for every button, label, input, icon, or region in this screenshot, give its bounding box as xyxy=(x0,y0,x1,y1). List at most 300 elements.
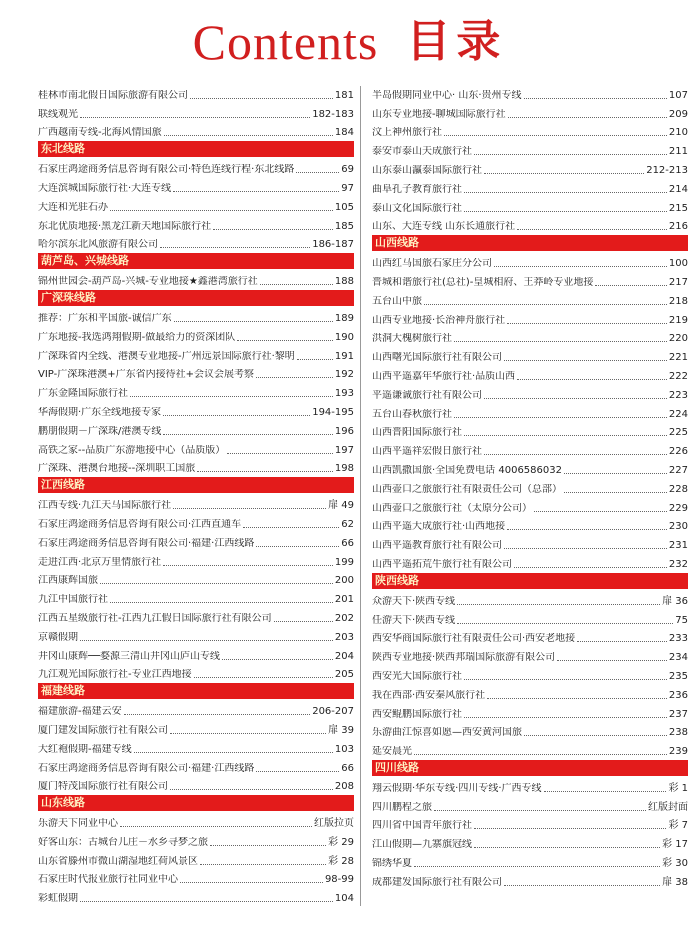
toc-entry[interactable] xyxy=(372,497,688,516)
toc-entry[interactable] xyxy=(38,177,354,196)
entry-page: 66 xyxy=(341,762,354,774)
toc-entry[interactable] xyxy=(38,494,354,513)
entry-page: 197 xyxy=(334,444,354,456)
toc-entry[interactable] xyxy=(38,234,354,253)
dot-leader xyxy=(296,172,339,173)
entry-page: 彩 30 xyxy=(662,858,688,870)
entry-page: 232 xyxy=(668,558,688,570)
toc-entry[interactable] xyxy=(38,850,354,869)
entry-title: 四川鹏程之旅 xyxy=(372,801,432,813)
dot-leader xyxy=(194,677,333,678)
entry-page: 彩 7 xyxy=(668,820,688,832)
toc-entry[interactable] xyxy=(372,216,688,235)
toc-entry[interactable] xyxy=(372,516,688,535)
entry-page: 214 xyxy=(668,183,688,195)
entry-title: 京赣假期 xyxy=(38,631,78,643)
toc-entry[interactable] xyxy=(38,700,354,719)
toc-entry[interactable] xyxy=(372,103,688,122)
page-header xyxy=(0,0,699,84)
toc-entry[interactable] xyxy=(38,401,354,420)
dot-leader xyxy=(80,117,310,118)
dot-leader xyxy=(173,508,326,509)
toc-entry[interactable] xyxy=(372,440,688,459)
toc-entry[interactable] xyxy=(38,103,354,122)
entry-title: 乐游曲江惊喜如愿—西安黄河国旅 xyxy=(372,727,522,739)
entry-title: 山西壶口之旅旅行社（太原分公司） xyxy=(372,502,532,514)
dot-leader xyxy=(243,527,339,528)
dot-leader xyxy=(517,229,667,230)
dot-leader xyxy=(494,266,667,267)
section-header: 东北线路 xyxy=(38,141,354,157)
dot-leader xyxy=(256,546,339,547)
entry-title: 陕西专业地接·陕西邦瑞国际旅游有限公司 xyxy=(372,652,556,664)
toc-entry[interactable] xyxy=(38,270,354,289)
dot-leader xyxy=(464,679,667,680)
dot-leader xyxy=(564,492,667,493)
toc-entry[interactable] xyxy=(372,534,688,553)
entry-title: 山西平遥教育旅行社有限公司 xyxy=(372,540,502,552)
entry-title: 五台山中旅 xyxy=(372,295,422,307)
toc-entry[interactable] xyxy=(372,459,688,478)
entry-page: 230 xyxy=(668,521,688,533)
entry-page: 107 xyxy=(668,89,688,101)
toc-entry[interactable] xyxy=(38,588,354,607)
toc-entry[interactable] xyxy=(372,703,688,722)
section-header: 四川线路 xyxy=(372,760,688,776)
section-header: 山东线路 xyxy=(38,795,354,811)
entry-title: 曲阜孔子教育旅行社 xyxy=(372,183,462,195)
entry-page: 211 xyxy=(668,146,688,158)
toc-entry[interactable] xyxy=(372,852,688,871)
toc-entry[interactable] xyxy=(38,812,354,831)
entry-title: 大连和光驻石办 xyxy=(38,201,108,213)
toc-entry[interactable] xyxy=(372,309,688,328)
entry-title: 福建旅游-福建云安 xyxy=(38,706,122,718)
dot-leader xyxy=(222,659,333,660)
entry-page: 194-195 xyxy=(312,406,354,418)
dot-leader xyxy=(200,864,326,865)
entry-page: 231 xyxy=(668,540,688,552)
entry-page: 66 xyxy=(341,537,354,549)
toc-entry[interactable] xyxy=(372,290,688,309)
toc-entry[interactable] xyxy=(372,403,688,422)
entry-title: 九江中国旅行社 xyxy=(38,594,108,606)
dot-leader xyxy=(444,135,667,136)
dot-leader xyxy=(464,717,667,718)
entry-title: 高铁之家--品质广东游地接中心（品质版） xyxy=(38,444,226,456)
toc-entry[interactable] xyxy=(38,570,354,589)
dot-leader xyxy=(474,828,666,829)
entry-page: 189 xyxy=(334,312,354,324)
entry-title: 江山假期—九寨旗冠线 xyxy=(372,839,472,851)
toc-entry[interactable] xyxy=(38,158,354,177)
dot-leader xyxy=(414,754,667,755)
toc-entry[interactable] xyxy=(38,215,354,234)
dot-leader xyxy=(557,660,667,661)
entry-page: 62 xyxy=(341,518,354,530)
entry-page: 188 xyxy=(334,276,354,288)
entry-page: 190 xyxy=(334,331,354,343)
entry-title: 平遥谦诚旅行社有限公司 xyxy=(372,389,482,401)
toc-entry[interactable] xyxy=(38,869,354,888)
dot-leader xyxy=(110,210,333,211)
entry-title: 石家庄鸿途商务信息咨询有限公司·福建·江西线路 xyxy=(38,537,255,549)
entry-page: 204 xyxy=(334,650,354,662)
dot-leader xyxy=(534,511,667,512)
entry-page: 223 xyxy=(668,389,688,401)
dot-leader xyxy=(100,583,333,584)
dot-leader xyxy=(454,341,667,342)
dot-leader xyxy=(464,211,667,212)
dot-leader xyxy=(213,229,333,230)
entry-title: 延安晨光 xyxy=(372,746,412,758)
toc-entry[interactable] xyxy=(38,382,354,401)
toc-entry[interactable] xyxy=(38,607,354,626)
entry-title: 我在西部·西安秦风旅行社 xyxy=(372,689,486,701)
section-header: 广深珠线路 xyxy=(38,290,354,306)
dot-leader xyxy=(120,826,312,827)
section-header: 江西线路 xyxy=(38,477,354,493)
entry-page: 69 xyxy=(341,164,354,176)
toc-entry[interactable] xyxy=(372,365,688,384)
dot-leader xyxy=(484,398,667,399)
toc-entry[interactable] xyxy=(372,271,688,290)
dot-leader xyxy=(484,173,644,174)
toc-entry[interactable] xyxy=(38,757,354,776)
entry-page: 210 xyxy=(668,127,688,139)
entry-title: 四川省中国青年旅行社 xyxy=(372,820,472,832)
dot-leader xyxy=(457,623,673,624)
entry-title: 山西壶口之旅旅行社有限责任公司（总部） xyxy=(372,483,562,495)
toc-entry[interactable] xyxy=(38,196,354,215)
entry-page: 彩 29 xyxy=(328,836,354,848)
toc-entry[interactable] xyxy=(38,458,354,477)
entry-title: 桂林市南北假日国际旅游有限公司 xyxy=(38,89,188,101)
entry-page: 215 xyxy=(668,202,688,214)
entry-page: 216 xyxy=(668,221,688,233)
toc-entry[interactable] xyxy=(372,553,688,572)
entry-title: 走进江西·北京万里情旅行社 xyxy=(38,556,162,568)
dot-leader xyxy=(237,340,333,341)
dot-leader xyxy=(274,621,333,622)
column-divider xyxy=(360,86,361,906)
toc-entry[interactable] xyxy=(372,740,688,759)
toc-entry[interactable] xyxy=(38,626,354,645)
entry-page: 233 xyxy=(668,633,688,645)
entry-page: 237 xyxy=(668,708,688,720)
dot-leader xyxy=(414,866,660,867)
dot-leader xyxy=(517,379,667,380)
toc-entry[interactable] xyxy=(372,628,688,647)
dot-leader xyxy=(595,285,666,286)
entry-page: 208 xyxy=(334,781,354,793)
toc-entry[interactable] xyxy=(38,645,354,664)
toc-entry[interactable] xyxy=(38,664,354,683)
entry-page: 200 xyxy=(334,575,354,587)
toc-entry[interactable] xyxy=(372,590,688,609)
dot-leader xyxy=(227,453,333,454)
dot-leader xyxy=(210,845,326,846)
entry-page: 100 xyxy=(668,258,688,270)
entry-page: 104 xyxy=(334,893,354,905)
entry-title: 西安华商国际旅行社有限责任公司·西安老地接 xyxy=(372,633,576,645)
entry-page: 186-187 xyxy=(312,239,354,251)
entry-title: 石家庄鸿途商务信息咨询有限公司·福建·江西线路 xyxy=(38,762,255,774)
toc-entry[interactable] xyxy=(372,84,688,103)
entry-title: 洪洞大槐树旅行社 xyxy=(372,333,452,345)
entry-page: 209 xyxy=(668,108,688,120)
toc-entry[interactable] xyxy=(372,140,688,159)
dot-leader xyxy=(457,604,660,605)
entry-page: 75 xyxy=(675,614,688,626)
entry-page: 203 xyxy=(334,631,354,643)
entry-page: 扉 49 xyxy=(328,500,354,512)
dot-leader xyxy=(507,529,667,530)
entry-page: 205 xyxy=(334,669,354,681)
entry-page: 彩 28 xyxy=(328,855,354,867)
dot-leader xyxy=(424,304,667,305)
dot-leader xyxy=(508,117,667,118)
toc-entry[interactable] xyxy=(372,346,688,365)
toc-entry[interactable] xyxy=(38,887,354,906)
entry-page: 扉 36 xyxy=(662,595,688,607)
toc-entry[interactable] xyxy=(38,345,354,364)
entry-page: 228 xyxy=(668,483,688,495)
entry-title: 广东地接-我选鸿翔假期-做最给力的资深团队 xyxy=(38,331,236,343)
entry-title: 泰安市泰山天成旅行社 xyxy=(372,146,472,158)
entry-page: 红版拉页 xyxy=(314,818,354,830)
dot-leader xyxy=(80,640,333,641)
dot-leader xyxy=(124,714,311,715)
dot-leader xyxy=(170,733,326,734)
toc-entry[interactable] xyxy=(372,871,688,890)
dot-leader xyxy=(564,473,667,474)
entry-page: 红版封面 xyxy=(648,801,688,813)
entry-title: 石家庄鸿途商务信息咨询有限公司·江西直通车 xyxy=(38,518,242,530)
toc-entry[interactable] xyxy=(372,665,688,684)
dot-leader xyxy=(484,454,667,455)
entry-page: 221 xyxy=(668,352,688,364)
toc-entry[interactable] xyxy=(372,722,688,741)
entry-title: 山西平遥拓荒牛旅行社有限公司 xyxy=(372,558,512,570)
entry-page: 198 xyxy=(334,463,354,475)
dot-leader xyxy=(507,323,667,324)
entry-page: 182-183 xyxy=(312,108,354,120)
entry-title: VIP-广深珠港澳+广东省内接待社+会议会展考察 xyxy=(38,369,254,381)
section-header: 葫芦岛、兴城线路 xyxy=(38,253,354,269)
entry-title: 成都建发国际旅行社有限公司 xyxy=(372,876,502,888)
entry-page: 224 xyxy=(668,408,688,420)
toc-right-column xyxy=(372,84,688,890)
entry-title: 九江观光国际旅行社-专业江西地接 xyxy=(38,669,192,681)
toc-entry[interactable] xyxy=(38,439,354,458)
entry-page: 236 xyxy=(668,689,688,701)
dot-leader xyxy=(504,885,660,886)
toc-entry[interactable] xyxy=(38,738,354,757)
entry-title: 彩虹假期 xyxy=(38,893,78,905)
entry-title: 广西越南专线-北海风情国旅 xyxy=(38,127,162,139)
dot-leader xyxy=(524,98,667,99)
entry-title: 广深珠、港澳台地接--深圳职工国旅 xyxy=(38,463,196,475)
entry-title: 东北优质地接·黑龙江新天地国际旅行社 xyxy=(38,220,212,232)
entry-page: 193 xyxy=(334,388,354,400)
entry-page: 238 xyxy=(668,727,688,739)
entry-title: 锦绣华夏 xyxy=(372,858,412,870)
dot-leader xyxy=(524,735,667,736)
entry-page: 彩 17 xyxy=(662,839,688,851)
toc-entry[interactable] xyxy=(38,307,354,326)
entry-title: 厦门建发国际旅行社有限公司 xyxy=(38,724,168,736)
entry-title: 半岛假期同业中心· 山东·贵州专线 xyxy=(372,89,522,101)
dot-leader xyxy=(544,791,667,792)
entry-title: 翔云假期·华东专线·四川专线·广西专线 xyxy=(372,782,542,794)
toc-entry[interactable] xyxy=(38,719,354,738)
toc-entry[interactable] xyxy=(372,422,688,441)
entry-title: 哈尔滨东北风旅游有限公司 xyxy=(38,239,158,251)
entry-page: 103 xyxy=(334,743,354,755)
entry-page: 98-99 xyxy=(324,874,354,886)
dot-leader xyxy=(256,377,333,378)
entry-title: 石家庄时代报业旅行社同业中心 xyxy=(38,874,178,886)
dot-leader xyxy=(130,396,333,397)
toc-entry[interactable] xyxy=(372,384,688,403)
toc-entry[interactable] xyxy=(372,252,688,271)
entry-title: 山西晋阳国际旅行社 xyxy=(372,427,462,439)
dot-leader xyxy=(260,284,333,285)
entry-title: 推荐：广东和平国旅-诚信广东 xyxy=(38,312,172,324)
toc-entry[interactable] xyxy=(38,122,354,141)
dot-leader xyxy=(504,360,667,361)
entry-title: 西安光大国际旅行社 xyxy=(372,670,462,682)
entry-page: 226 xyxy=(668,446,688,458)
entry-page: 彩 1 xyxy=(668,782,688,794)
dot-leader xyxy=(170,789,333,790)
entry-title: 广深珠省内全线、港澳专业地接-广州远景国际旅行社·黎明 xyxy=(38,350,295,362)
entry-page: 217 xyxy=(668,276,688,288)
dot-leader xyxy=(474,847,660,848)
toc-entry[interactable] xyxy=(372,197,688,216)
entry-page: 227 xyxy=(668,464,688,476)
dot-leader xyxy=(163,434,333,435)
entry-title: 汶上神州旅行社 xyxy=(372,127,442,139)
toc-entry[interactable] xyxy=(372,328,688,347)
entry-title: 晋城和谐旅行社(总社)-皇城相府、王莽岭专业地接 xyxy=(372,276,594,288)
entry-page: 192 xyxy=(334,369,354,381)
dot-leader xyxy=(487,698,667,699)
toc-entry[interactable] xyxy=(372,122,688,141)
toc-entry[interactable] xyxy=(38,532,354,551)
dot-leader xyxy=(454,417,667,418)
entry-title: 山西平遥嘉年华旅行社·品质山西 xyxy=(372,370,516,382)
toc-entry[interactable] xyxy=(372,609,688,628)
entry-title: 山西平遥祥宏假日旅行社 xyxy=(372,446,482,458)
entry-title: 任游天下·陕西专线 xyxy=(372,614,456,626)
entry-title: 大红袍假期-福建专线 xyxy=(38,743,132,755)
dot-leader xyxy=(504,548,667,549)
entry-title: 山西平遥大成旅行社·山西地接 xyxy=(372,521,506,533)
entry-title: 山东泰山瀛泰国际旅行社 xyxy=(372,164,482,176)
section-header: 福建线路 xyxy=(38,683,354,699)
entry-title: 江西专线·九江天马国际旅行社 xyxy=(38,500,172,512)
dot-leader xyxy=(160,247,310,248)
entry-title: 山东专业地接-聊城国际旅行社 xyxy=(372,108,506,120)
entry-page: 206-207 xyxy=(312,706,354,718)
toc-entry[interactable] xyxy=(372,684,688,703)
dot-leader xyxy=(256,771,339,772)
dot-leader xyxy=(110,602,333,603)
toc-entry[interactable] xyxy=(38,513,354,532)
toc-entry[interactable] xyxy=(38,364,354,383)
toc-entry[interactable] xyxy=(38,776,354,795)
entry-title: 山东、大连专线 山东长通旅行社 xyxy=(372,221,516,233)
entry-page: 235 xyxy=(668,670,688,682)
entry-page: 97 xyxy=(341,182,354,194)
entry-title: 联线观光 xyxy=(38,108,78,120)
dot-leader xyxy=(197,471,333,472)
section-header: 山西线路 xyxy=(372,235,688,251)
dot-leader xyxy=(134,752,333,753)
entry-page: 220 xyxy=(668,333,688,345)
dot-leader xyxy=(190,98,333,99)
entry-page: 202 xyxy=(334,612,354,624)
entry-title: 众游天下·陕西专线 xyxy=(372,595,456,607)
dot-leader xyxy=(180,882,323,883)
toc-entry[interactable] xyxy=(372,833,688,852)
toc-entry[interactable] xyxy=(38,84,354,103)
dot-leader xyxy=(464,192,667,193)
section-header: 陕西线路 xyxy=(372,573,688,589)
entry-page: 201 xyxy=(334,594,354,606)
dot-leader xyxy=(163,415,310,416)
entry-title: 山西红马国旅石家庄分公司 xyxy=(372,258,492,270)
entry-title: 江西五星级旅行社-江西九江假日国际旅行社有限公司 xyxy=(38,612,272,624)
entry-title: 泰山文化国际旅行社 xyxy=(372,202,462,214)
entry-page: 196 xyxy=(334,425,354,437)
entry-title: 西安鲲鹏国际旅行社 xyxy=(372,708,462,720)
entry-title: 厦门特茂国际旅行社有限公司 xyxy=(38,781,168,793)
entry-page: 239 xyxy=(668,746,688,758)
entry-title: 山东省滕州市微山湖湿地红荷风景区 xyxy=(38,855,198,867)
entry-title: 石家庄鸿途商务信息咨询有限公司·特色连线行程·东北线路 xyxy=(38,164,295,176)
entry-page: 扉 38 xyxy=(662,876,688,888)
toc-entry[interactable] xyxy=(372,159,688,178)
toc-entry[interactable] xyxy=(38,420,354,439)
toc-entry[interactable] xyxy=(38,326,354,345)
entry-title: 山西专业地接·长治神舟旅行社 xyxy=(372,314,506,326)
entry-page: 218 xyxy=(668,295,688,307)
dot-leader xyxy=(173,191,339,192)
dot-leader xyxy=(297,359,333,360)
entry-page: 222 xyxy=(668,370,688,382)
dot-leader xyxy=(514,567,667,568)
toc-entry[interactable] xyxy=(372,815,688,834)
dot-leader xyxy=(464,435,667,436)
entry-title: 井冈山康辉──婺源三清山井冈山庐山专线 xyxy=(38,650,221,662)
dot-leader xyxy=(164,135,333,136)
toc-entry[interactable] xyxy=(372,178,688,197)
toc-entry[interactable] xyxy=(38,551,354,570)
entry-title: 山西凯撒国旅·全国免费电话 4006586032 xyxy=(372,464,562,476)
toc-entry[interactable] xyxy=(372,796,688,815)
dot-leader xyxy=(163,565,333,566)
toc-entry[interactable] xyxy=(372,478,688,497)
entry-page: 219 xyxy=(668,314,688,326)
toc-entry[interactable] xyxy=(372,777,688,796)
toc-entry[interactable] xyxy=(372,646,688,665)
toc-entry[interactable] xyxy=(38,831,354,850)
title-chinese: 目录 xyxy=(406,16,507,67)
entry-page: 229 xyxy=(668,502,688,514)
